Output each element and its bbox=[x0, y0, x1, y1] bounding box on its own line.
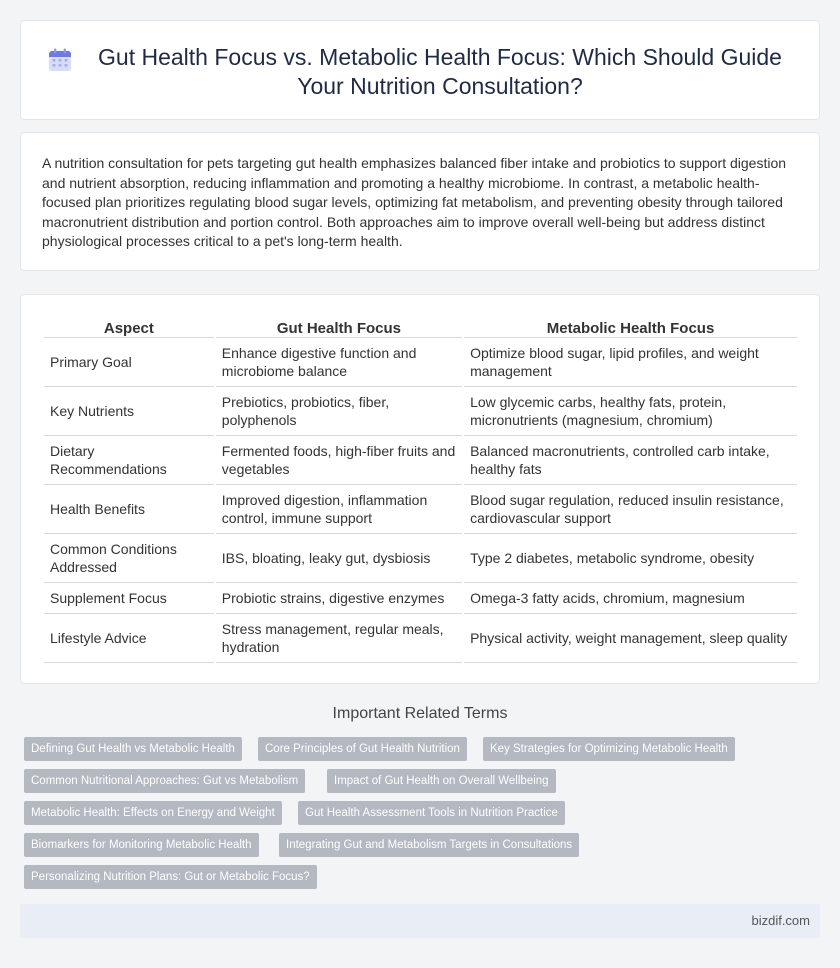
table-cell: Lifestyle Advice bbox=[44, 614, 214, 663]
table-cell: Type 2 diabetes, metabolic syndrome, obesity bbox=[464, 534, 797, 583]
table-cell: Probiotic strains, digestive enzymes bbox=[216, 583, 462, 614]
related-term-tag[interactable]: Core Principles of Gut Health Nutrition bbox=[258, 737, 467, 761]
related-term-tag[interactable]: Integrating Gut and Metabolism Targets in Consultations bbox=[279, 833, 579, 857]
intro-card bbox=[20, 132, 820, 271]
table-cell: IBS, bloating, leaky gut, dysbiosis bbox=[216, 534, 462, 583]
table-cell: Stress management, regular meals, hydration bbox=[216, 614, 462, 663]
related-term-tag[interactable]: Common Nutritional Approaches: Gut vs Metabolism bbox=[24, 769, 305, 793]
table-row bbox=[44, 436, 797, 485]
column-header: Metabolic Health Focus bbox=[464, 315, 797, 338]
table-cell: Physical activity, weight management, sleep quality bbox=[464, 614, 797, 663]
table-cell: Health Benefits bbox=[44, 485, 214, 534]
related-term-tag[interactable]: Gut Health Assessment Tools in Nutrition Practice bbox=[298, 801, 565, 825]
related-term-tag[interactable]: Metabolic Health: Effects on Energy and Weight bbox=[24, 801, 282, 825]
comparison-table bbox=[42, 315, 799, 663]
column-header: Gut Health Focus bbox=[216, 315, 462, 338]
table-cell: Enhance digestive function and microbiome balance bbox=[216, 338, 462, 387]
comparison-table-card bbox=[20, 294, 820, 684]
table-row bbox=[44, 338, 797, 387]
table-cell: Balanced macronutrients, controlled carb intake, healthy fats bbox=[464, 436, 797, 485]
table-cell: Prebiotics, probiotics, fiber, polyphenols bbox=[216, 387, 462, 436]
table-cell: Optimize blood sugar, lipid profiles, and weight management bbox=[464, 338, 797, 387]
table-cell: Fermented foods, high-fiber fruits and vegetables bbox=[216, 436, 462, 485]
related-term-tag[interactable]: Key Strategies for Optimizing Metabolic Health bbox=[483, 737, 735, 761]
table-cell: Dietary Recommendations bbox=[44, 436, 214, 485]
related-term-tag[interactable]: Personalizing Nutrition Plans: Gut or Metabolic Focus? bbox=[24, 865, 317, 889]
table-cell: Low glycemic carbs, healthy fats, protein, micronutrients (magnesium, chromium) bbox=[464, 387, 797, 436]
table-row bbox=[44, 387, 797, 436]
related-term-tag[interactable]: Impact of Gut Health on Overall Wellbeing bbox=[327, 769, 556, 793]
related-term-tag[interactable]: Defining Gut Health vs Metabolic Health bbox=[24, 737, 242, 761]
site-link[interactable]: bizdif.com bbox=[751, 913, 810, 928]
table-cell: Common Conditions Addressed bbox=[44, 534, 214, 583]
column-header: Aspect bbox=[44, 315, 214, 338]
title-card bbox=[20, 20, 820, 120]
table-row bbox=[44, 583, 797, 614]
table-row bbox=[44, 534, 797, 583]
table-row bbox=[44, 485, 797, 534]
related-term-tag[interactable]: Biomarkers for Monitoring Metabolic Health bbox=[24, 833, 259, 857]
table-cell: Primary Goal bbox=[44, 338, 214, 387]
table-row bbox=[44, 614, 797, 663]
footer bbox=[20, 904, 820, 938]
table-cell: Omega-3 fatty acids, chromium, magnesium bbox=[464, 583, 797, 614]
table-cell: Improved digestion, inflammation control, immune support bbox=[216, 485, 462, 534]
table-header-row bbox=[44, 315, 797, 338]
table-cell: Supplement Focus bbox=[44, 583, 214, 614]
page-title: Gut Health Focus vs. Metabolic Health Focus: Which Should Guide Your Nutrition Consultation? bbox=[98, 44, 782, 99]
calendar-icon bbox=[48, 48, 72, 72]
table-cell: Blood sugar regulation, reduced insulin resistance, cardiovascular support bbox=[464, 485, 797, 534]
related-terms-heading: Important Related Terms bbox=[332, 705, 508, 722]
table-cell: Key Nutrients bbox=[44, 387, 214, 436]
intro-paragraph: A nutrition consultation for pets targeting gut health emphasizes balanced fiber intake and probiotics to support digestion and nutrient absorption, reducing inflammation and promoting a healthy microbiome. In contrast, a metabolic health-focused plan prioritizes regulating blood sugar levels, optimizing fat metabolism, and preventing obesity through tailored macronutrient distribution and portion control. Both approaches aim to improve overall well-being but address distinct physiological processes critical to a pet's long-term health. bbox=[42, 155, 787, 249]
